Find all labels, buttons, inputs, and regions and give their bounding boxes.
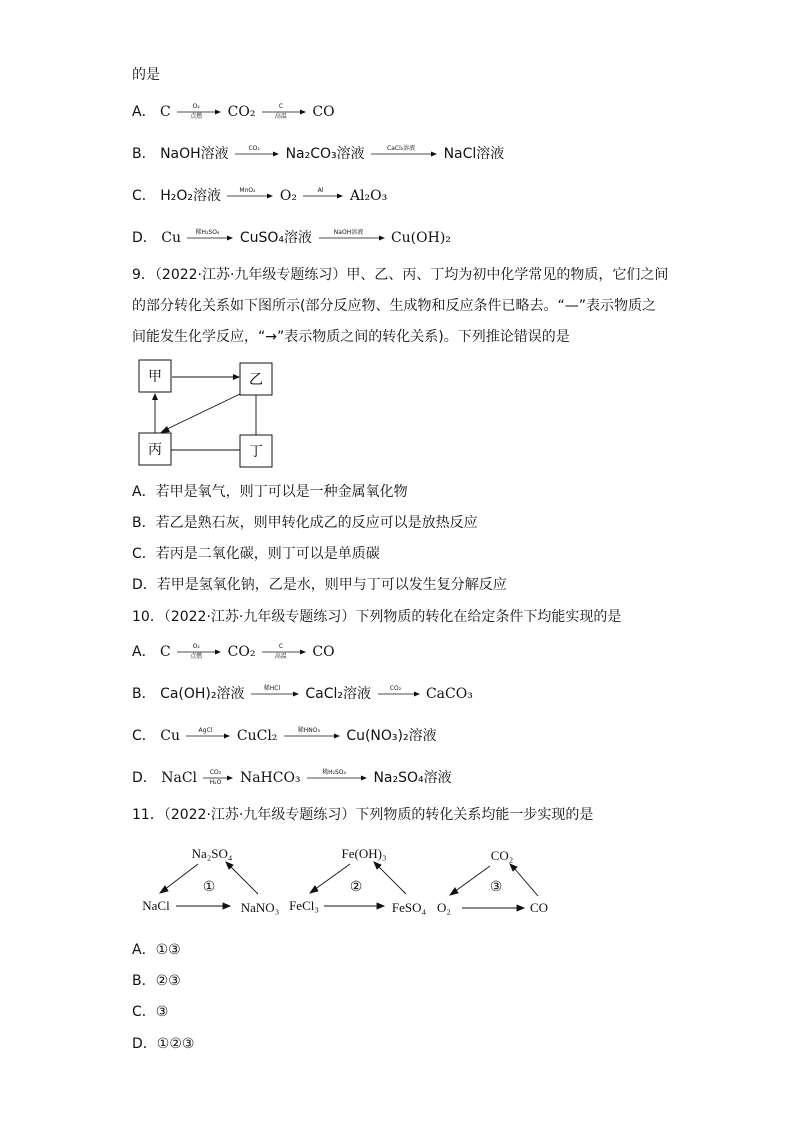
intermediate: CuCl₂ <box>236 728 278 744</box>
q10-option-d <box>132 769 452 787</box>
tri1-arrow-top-left <box>160 886 168 893</box>
q10-option-a <box>132 643 335 661</box>
product: CO <box>312 644 335 660</box>
reaction-arrow: 稀HCl <box>251 685 299 703</box>
tri2-number: ② <box>349 880 363 895</box>
arrow-jia-to-yi <box>233 374 240 380</box>
intermediate: NaHCO₃ <box>239 770 301 786</box>
arrow-yi-to-bing <box>160 426 170 433</box>
tri3-right: CO <box>529 900 549 915</box>
reaction-arrow: AgCl <box>186 727 230 745</box>
q9-relation-diagram <box>132 358 282 470</box>
reactant: NaCl <box>161 770 198 786</box>
intermediate: CO₂ <box>227 104 256 120</box>
q9-option-b: B．若乙是熟石灰，则甲转化成乙的反应可以是放热反应 <box>132 515 478 531</box>
reactant: C <box>160 104 171 120</box>
tri3-top: CO₂ <box>490 848 514 863</box>
product: CaCO₃ <box>425 686 473 702</box>
intermediate: O₂ <box>279 188 298 204</box>
q11-option-b: B．②③ <box>132 973 181 989</box>
q10-stem: 10．（2022·江苏·九年级专题练习）下列物质的转化在给定条件下均能实现的是 <box>132 609 622 625</box>
q9-stem-line1: 9．（2022·江苏·九年级专题练习）甲、乙、丙、丁均为初中化学常见的物质，它们之间 <box>132 267 669 283</box>
tri1-number: ① <box>202 880 216 895</box>
node-jia: 甲 <box>148 369 162 385</box>
q10-option-c <box>132 727 437 745</box>
tri2-arrow-bottom <box>377 903 384 909</box>
question-fragment: 的是 <box>132 67 160 83</box>
reaction-arrow: Al <box>303 187 343 205</box>
q9-option-c: C．若丙是二氧化碳，则丁可以是单质碳 <box>132 546 380 562</box>
q11-stem: 11．（2022·江苏·九年级专题练习）下列物质的转化关系均能一步实现的是 <box>132 807 594 823</box>
reaction-arrow: 稀H₂SO₄ <box>307 769 367 787</box>
reaction-arrow: O₂ 点燃 <box>177 103 221 121</box>
q8-option-c <box>132 187 387 205</box>
product: Al₂O₃ <box>349 188 388 204</box>
tri1-arrow-bottom <box>223 903 230 909</box>
reaction-arrow: MnO₂ <box>227 187 273 205</box>
tri2-left: FeCl₃ <box>289 898 319 913</box>
reactant: C <box>160 644 171 660</box>
tri2-right: FeSO₄ <box>391 900 427 915</box>
q9-option-d: D．若甲是氢氧化钠，乙是水，则甲与丁可以发生复分解反应 <box>132 577 507 593</box>
reactant: NaOH溶液 <box>160 146 229 162</box>
node-ding: 丁 <box>249 444 263 460</box>
reaction-arrow: CO₂ <box>235 145 279 163</box>
intermediate: CuSO₄溶液 <box>239 230 313 246</box>
q9-stem-line3: 间能发生化学反应，“→”表示物质之间的转化关系)。下列推论错误的是 <box>132 329 570 345</box>
tri2-arrow-top-left <box>310 886 318 893</box>
q11-option-a: A．①③ <box>132 942 181 958</box>
option-label: D． <box>132 770 157 786</box>
q8-option-b <box>132 145 504 163</box>
tri1-top: Na₂SO₄ <box>191 846 233 861</box>
product: Cu(OH)₂ <box>390 230 451 246</box>
tri3-arrow-top-left <box>450 888 458 895</box>
tri2-top: Fe(OH)₃ <box>341 846 387 861</box>
product: CO <box>312 104 335 120</box>
reactant: Ca(OH)₂溶液 <box>160 686 245 702</box>
q9-option-a: A．若甲是氧气，则丁可以是一种金属氧化物 <box>132 484 408 500</box>
option-label: A． <box>132 644 156 660</box>
tri3-left: O₂ <box>437 900 451 915</box>
tri3-number: ③ <box>489 880 503 895</box>
reactant: H₂O₂溶液 <box>160 188 222 204</box>
q8-option-d <box>132 229 451 247</box>
intermediate: CaCl₂溶液 <box>305 686 372 702</box>
option-label: A． <box>132 104 156 120</box>
intermediate: CO₂ <box>227 644 256 660</box>
product: NaCl溶液 <box>443 146 505 162</box>
product: Na₂SO₄溶液 <box>373 770 452 786</box>
reactant: Cu <box>161 230 181 246</box>
reactant: Cu <box>160 728 180 744</box>
q10-option-b <box>132 685 473 703</box>
q11-triangle-diagrams <box>134 840 564 922</box>
option-label: D． <box>132 230 157 246</box>
product: Cu(NO₃)₂溶液 <box>346 728 437 744</box>
tri3-arrow-bottom <box>517 905 524 911</box>
q11-option-c: C．③ <box>132 1004 169 1020</box>
reaction-arrow: CaCl₂溶液 <box>371 145 437 163</box>
option-label: B． <box>132 146 156 162</box>
node-bing: 丙 <box>148 442 162 458</box>
node-yi: 乙 <box>249 372 263 388</box>
reaction-arrow: O₂ 点燃 <box>177 643 221 661</box>
option-label: C． <box>132 188 156 204</box>
q8-option-a <box>132 103 335 121</box>
reaction-arrow: 稀H₂SO₄ <box>187 229 233 247</box>
tri1-right: NaNO₃ <box>240 900 280 915</box>
reaction-arrow: 稀HNO₃ <box>284 727 340 745</box>
reaction-arrow: CO₂ H₂O <box>203 769 233 787</box>
option-label: B． <box>132 686 156 702</box>
q9-stem-line2: 的部分转化关系如下图所示(部分反应物、生成物和反应条件已略去。“—”表示物质之 <box>132 298 656 314</box>
intermediate: Na₂CO₃溶液 <box>285 146 365 162</box>
option-label: C． <box>132 728 156 744</box>
tri1-left: NaCl <box>142 898 170 913</box>
reaction-arrow: NaOH溶液 <box>319 229 385 247</box>
reaction-arrow: CO₂ <box>378 685 420 703</box>
q11-option-d: D．①②③ <box>132 1036 195 1052</box>
arrow-bing-to-jia <box>152 393 158 400</box>
reaction-arrow: C 高温 <box>262 643 306 661</box>
reaction-arrow: C 高温 <box>262 103 306 121</box>
